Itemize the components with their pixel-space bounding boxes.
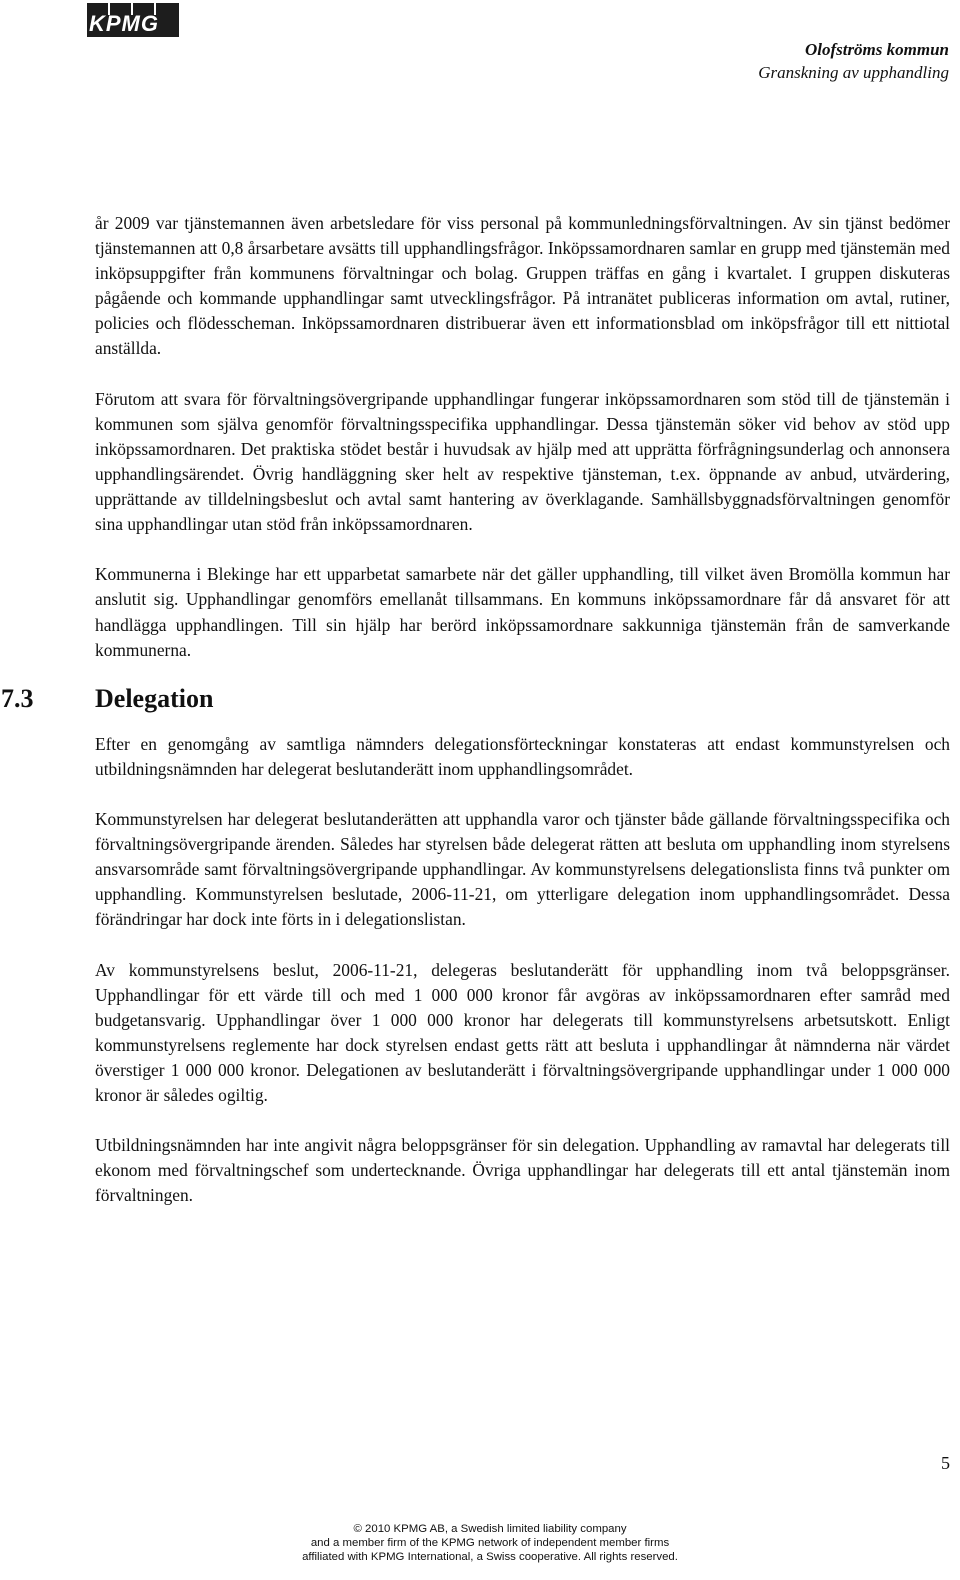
paragraph: Kommunerna i Blekinge har ett upparbetat samarbete när det gäller upphandling, till vilket även Bromölla kommun har anslutit sig. Upphandlingar genomförs emellanåt tillsammans. En kommuns inköpssamordnare får då ansvaret för att handlägga upphandlingen. Till sin hjälp har berörd inköpssamordnare sakkunniga tjänstemän från de samverkande kommunerna. [95,564,950,660]
paragraph: år 2009 var tjänstemannen även arbetsledare för viss personal på kommunledningsförvaltningen. Av sin tjänst bedömer tjänstemannen att 0,8 årsarbetare avsätts till upphandlingsfrågor. Inköpssamordnaren samlar en grupp med tjänstemän med inköpsuppgifter från kommunens förvaltningar och bolag. Gruppen träffas en gång i kvartalet. I gruppen diskuteras pågående och kommande upphandlingar samt utvecklingsfrågor. På intranätet publiceras information om avtal, rutiner, policies och flödesscheman. Inköpssamordnaren distribuerar även ett informationsblad om inköpsfrågor till ett nittiotal anställda. [95,213,950,359]
paragraph: Förutom att svara för förvaltningsövergripande upphandlingar fungerar inköpssamordnaren som stöd till de tjänstemän i kommunen som själva genomför förvaltningsspecifika upphandlingar. Dessa tjänstemän söker vid behov av stöd upp inköpssamordnaren. Det praktiska stödet består i huvudsak av hjälp med att upprätta förfrågningsunderlag och annonsera upphandlingsärendet. Övrig handläggning sker helt av respektive tjänsteman, t.ex. öppnande av anbud, utvärdering, upprättande av tilldelningsbeslut och avtal samt hantering av överklagande. Samhällsbyggnadsförvaltningen genomför sina upphandlingar utan stöd från inköpssamordnaren. [95,388,950,535]
kpmg-logo [87,3,179,37]
section-number: 7.3 [1,683,34,713]
section-heading [1,682,950,720]
report-title: Granskning av upphandling [758,63,949,82]
kpmg-logo-text: KPMG [89,11,159,36]
footer-line: affiliated with KPMG International, a Swiss cooperative. All rights reserved. [302,1551,678,1563]
client-name: Olofströms kommun [804,40,949,59]
footer-line: and a member firm of the KPMG network of independent member firms [310,1537,670,1549]
paragraph: Av kommunstyrelsens beslut, 2006-11-21, delegeras beslutanderätt för upphandling inom två beloppsgränser. Upphandlingar för ett värde till och med 1 000 000 kronor får avgöras av inköpssamordnaren efter samråd med budgetansvarig. Upphandlingar över 1 000 000 kronor har delegerats till kommunstyrelsens arbetsutskott. Enligt kommunstyrelsens reglemente har dock styrelsen endast getts rätt att besluta i upphandlingar åt nämnderna när värdet överstiger 1 000 000 kronor. Delegationen av beslutanderätt i förvaltningsövergripande upphandlingar under 1 000 000 kronor är således ogiltig. [95,959,950,1106]
page-header [758,38,949,84]
footer-copyright: © 2010 KPMG AB, a Swedish limited liability company [353,1523,627,1535]
page-number: 5 [941,1453,950,1473]
paragraph: Utbildningsnämnden har inte angivit några beloppsgränser för sin delegation. Upphandling av ramavtal har delegerats till ekonom med förvaltningschef som undertecknande. Övriga upphandlingar har delegerats till ett antal tjänstemän inom förvaltningen. [95,1135,950,1206]
paragraph: Kommunstyrelsen har delegerat beslutanderätten att upphandla varor och tjänster både gällande förvaltningsspecifika och förvaltningsövergripande ärenden. Således har styrelsen både delegerat rätten att besluta om upphandling inom styrelsens ansvarsområde samt förvaltningsövergripande upphandlingar. Av kommunstyrelsens delegationslista finns två punkter om upphandling. Kommunstyrelsen beslutade, 2006-11-21, om ytterligare delegation inom upphandlingsområdet. Dessa förändringar har dock inte förts in i delegationslistan. [95,809,950,930]
page-footer [280,1522,700,1564]
document-body [1,211,950,1234]
section-title: Delegation [95,683,214,713]
paragraph: Efter en genomgång av samtliga nämnders delegationsförteckningar konstateras att endast kommunstyrelsen och utbildningsnämnden har delegerat beslutanderätt inom upphandlingsområdet. [95,733,950,779]
